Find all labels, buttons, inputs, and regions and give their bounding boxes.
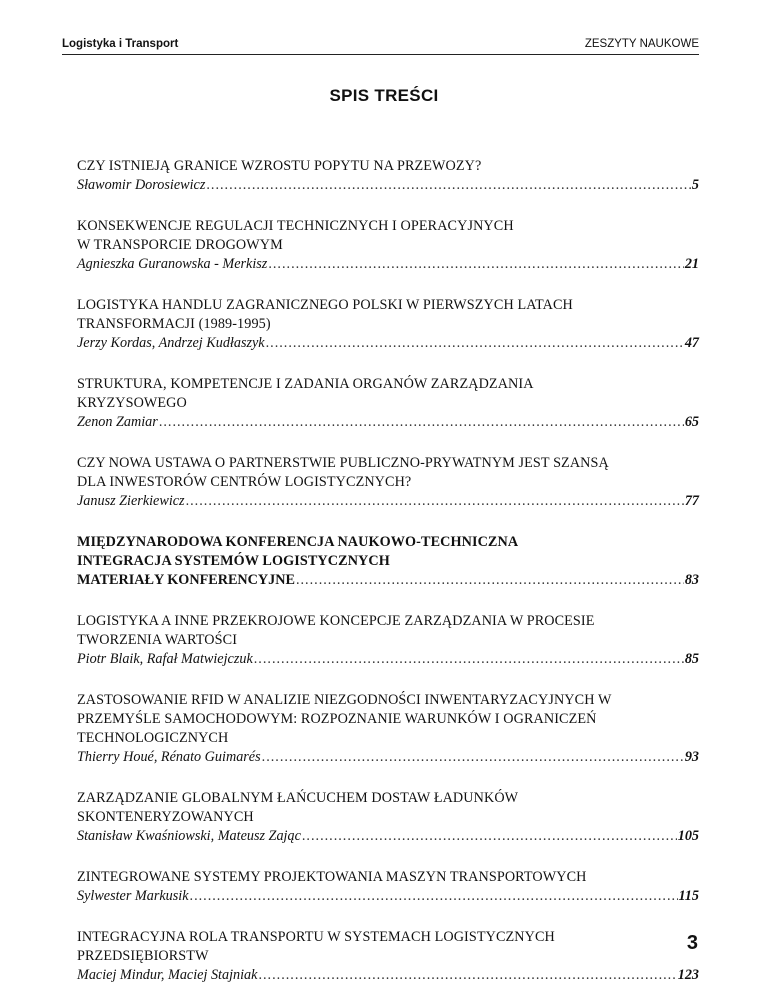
dot-leader [262, 748, 684, 767]
toc-entry-page: 83 [684, 572, 699, 588]
toc-entry-authors: Maciej Mindur, Maciej Stajniak [77, 967, 258, 983]
toc-entry-title-line: ZARZĄDZANIE GLOBALNYM ŁAŃCUCHEM DOSTAW ŁADUNKÓW [77, 790, 519, 806]
toc-entry-row [77, 887, 699, 906]
dot-leader [206, 176, 691, 195]
toc-entry-row [77, 334, 699, 353]
dot-leader [268, 255, 683, 274]
dot-leader [159, 413, 684, 432]
toc-entry-page: 77 [684, 493, 699, 509]
toc-entry[interactable] [77, 375, 699, 432]
toc-entry-authors: Zenon Zamiar [77, 414, 158, 430]
toc-entry-title-line: SKONTENERYZOWANYCH [77, 809, 254, 825]
toc-entry-page: 47 [684, 335, 699, 351]
running-header [62, 38, 699, 50]
toc-entry-page: 5 [691, 177, 699, 193]
toc-entry-row [77, 571, 699, 590]
toc-entry-authors: Janusz Zierkiewicz [77, 493, 185, 509]
toc-entry-title-line: INTEGRACJA SYSTEMÓW LOGISTYCZNYCH [77, 553, 390, 569]
toc-entry-page: 85 [684, 651, 699, 667]
toc-entry-authors: Sławomir Dorosiewicz [77, 177, 206, 193]
toc-entry-authors: Thierry Houé, Rénato Guimarés [77, 749, 261, 765]
toc-entry-row [77, 827, 699, 846]
toc-entry-title-line: KONSEKWENCJE REGULACJI TECHNICZNYCH I OPERACYJNYCH [77, 218, 514, 234]
toc-entry-page: 115 [678, 888, 699, 904]
toc-entry-row [77, 748, 699, 767]
toc-entry-page: 93 [684, 749, 699, 765]
series-name: ZESZYTY NAUKOWE [584, 38, 699, 50]
toc-entry-title-line: CZY NOWA USTAWA O PARTNERSTWIE PUBLICZNO-PRYWATNYM JEST SZANSĄ [77, 455, 609, 471]
toc-entry-row [77, 966, 699, 985]
toc-entry-title-line: PRZEMYŚLE SAMOCHODOWYM: ROZPOZNANIE WARUNKÓW I OGRANICZEŃ [77, 711, 597, 727]
toc-entry-title-line: MIĘDZYNARODOWA KONFERENCJA NAUKOWO-TECHNICZNA [77, 534, 519, 550]
dot-leader [302, 827, 677, 846]
toc-entry-row [77, 176, 699, 195]
toc-entry-page: 123 [677, 967, 699, 983]
dot-leader [190, 887, 678, 906]
dot-leader [266, 334, 684, 353]
toc-entry-title-line: INTEGRACYJNA ROLA TRANSPORTU W SYSTEMACH LOGISTYCZNYCH [77, 929, 555, 945]
toc-entry-authors: Sylwester Markusik [77, 888, 189, 904]
header-rule [62, 54, 699, 55]
toc-entry-title-line: W TRANSPORCIE DROGOWYM [77, 237, 283, 253]
toc-entry-title-line: CZY ISTNIEJĄ GRANICE WZROSTU POPYTU NA PRZEWOZY? [77, 158, 482, 174]
toc-entry-row [77, 413, 699, 432]
toc-entry-title-line: TRANSFORMACJI (1989-1995) [77, 316, 271, 332]
dot-leader [258, 966, 676, 985]
toc-entry-page: 21 [684, 256, 699, 272]
page-number: 3 [686, 932, 698, 954]
toc-entry[interactable] [77, 868, 699, 906]
toc-entry-page: 65 [684, 414, 699, 430]
toc-entry-title-line: DLA INWESTORÓW CENTRÓW LOGISTYCZNYCH? [77, 474, 412, 490]
toc-entry[interactable] [77, 533, 699, 590]
toc-entry-title-line: ZASTOSOWANIE RFID W ANALIZIE NIEZGODNOŚCI INWENTARYZACYJNYCH W [77, 692, 612, 708]
dot-leader [186, 492, 684, 511]
dot-leader [296, 571, 684, 590]
toc-entry-authors: Jerzy Kordas, Andrzej Kudłaszyk [77, 335, 265, 351]
toc-entry[interactable] [77, 928, 699, 985]
table-of-contents [77, 157, 699, 1007]
toc-entry-row [77, 255, 699, 274]
toc-entry-title-line: KRYZYSOWEGO [77, 395, 187, 411]
toc-entry-title-line: TWORZENIA WARTOŚCI [77, 632, 238, 648]
toc-entry-authors: Stanisław Kwaśniowski, Mateusz Zając [77, 828, 301, 844]
toc-entry-page: 105 [677, 828, 699, 844]
toc-entry[interactable] [77, 157, 699, 195]
journal-name: Logistyka i Transport [62, 38, 179, 50]
toc-entry-title-line: STRUKTURA, KOMPETENCJE I ZADANIA ORGANÓW ZARZĄDZANIA [77, 376, 534, 392]
toc-entry-title-line: LOGISTYKA A INNE PRZEKROJOWE KONCEPCJE ZARZĄDZANIA W PROCESIE [77, 613, 595, 629]
toc-entry[interactable] [77, 789, 699, 846]
toc-entry-title-line: MATERIAŁY KONFERENCYJNE [77, 572, 295, 588]
toc-entry-row [77, 492, 699, 511]
toc-entry[interactable] [77, 612, 699, 669]
toc-entry[interactable] [77, 296, 699, 353]
toc-entry-title-line: LOGISTYKA HANDLU ZAGRANICZNEGO POLSKI W PIERWSZYCH LATACH [77, 297, 573, 313]
toc-entry-row [77, 650, 699, 669]
toc-entry-authors: Piotr Blaik, Rafał Matwiejczuk [77, 651, 253, 667]
toc-entry-title-line: ZINTEGROWANE SYSTEMY PROJEKTOWANIA MASZYN TRANSPORTOWYCH [77, 869, 587, 885]
toc-entry[interactable] [77, 217, 699, 274]
page-title: SPIS TREŚCI [329, 86, 439, 105]
toc-entry-title-line: PRZEDSIĘBIORSTW [77, 948, 209, 964]
toc-entry-title-line: TECHNOLOGICZNYCH [77, 730, 229, 746]
toc-entry[interactable] [77, 691, 699, 767]
toc-entry[interactable] [77, 454, 699, 511]
dot-leader [254, 650, 684, 669]
toc-entry-authors: Agnieszka Guranowska - Merkisz [77, 256, 268, 272]
